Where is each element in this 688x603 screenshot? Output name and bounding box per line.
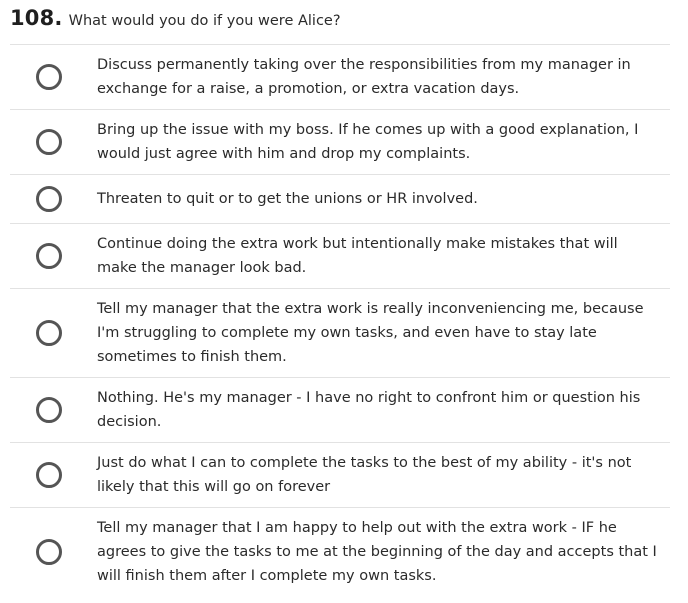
question-header: [10, 6, 341, 36]
radio-button-icon[interactable]: [36, 397, 62, 423]
radio-button-icon[interactable]: [36, 539, 62, 565]
answer-option-4[interactable]: [10, 224, 670, 289]
answer-option-label[interactable]: Tell my manager that the extra work is really inconveniencing me, because I'm struggling to complete my own tasks, and even have to stay late sometimes to finish them.: [97, 301, 644, 365]
radio-button-icon[interactable]: [36, 243, 62, 269]
radio-button-icon[interactable]: [36, 64, 62, 90]
answer-option-2[interactable]: [10, 110, 670, 175]
answer-option-6[interactable]: [10, 378, 670, 443]
answer-option-label[interactable]: Just do what I can to complete the tasks to the best of my ability - it's not likely that this will go on forever: [97, 455, 632, 495]
answer-option-label[interactable]: Discuss permanently taking over the responsibilities from my manager in exchange for a raise, a promotion, or extra vacation days.: [97, 57, 631, 97]
radio-button-icon[interactable]: [36, 462, 62, 488]
answer-option-label[interactable]: Bring up the issue with my boss. If he comes up with a good explanation, I would just agree with him and drop my complaints.: [97, 122, 639, 162]
answer-option-3[interactable]: [10, 175, 670, 224]
radio-button-icon[interactable]: [36, 129, 62, 155]
answer-option-7[interactable]: [10, 443, 670, 508]
radio-button-icon[interactable]: [36, 186, 62, 212]
answer-option-label[interactable]: Continue doing the extra work but intentionally make mistakes that will make the manager look bad.: [97, 236, 618, 276]
answer-option-label[interactable]: Threaten to quit or to get the unions or HR involved.: [97, 191, 478, 207]
question-number: 108.: [10, 6, 63, 30]
answer-option-1[interactable]: [10, 45, 670, 110]
question-text: What would you do if you were Alice?: [68, 13, 341, 29]
answer-options-list: [10, 44, 670, 596]
answer-option-8[interactable]: [10, 508, 670, 596]
radio-button-icon[interactable]: [36, 320, 62, 346]
answer-option-label[interactable]: Tell my manager that I am happy to help out with the extra work - IF he agrees to give the tasks to me at the beginning of the day and accepts that I will finish them after I complete my own tasks.: [97, 520, 657, 584]
answer-option-5[interactable]: [10, 289, 670, 378]
answer-option-label[interactable]: Nothing. He's my manager - I have no right to confront him or question his decision.: [97, 390, 641, 430]
